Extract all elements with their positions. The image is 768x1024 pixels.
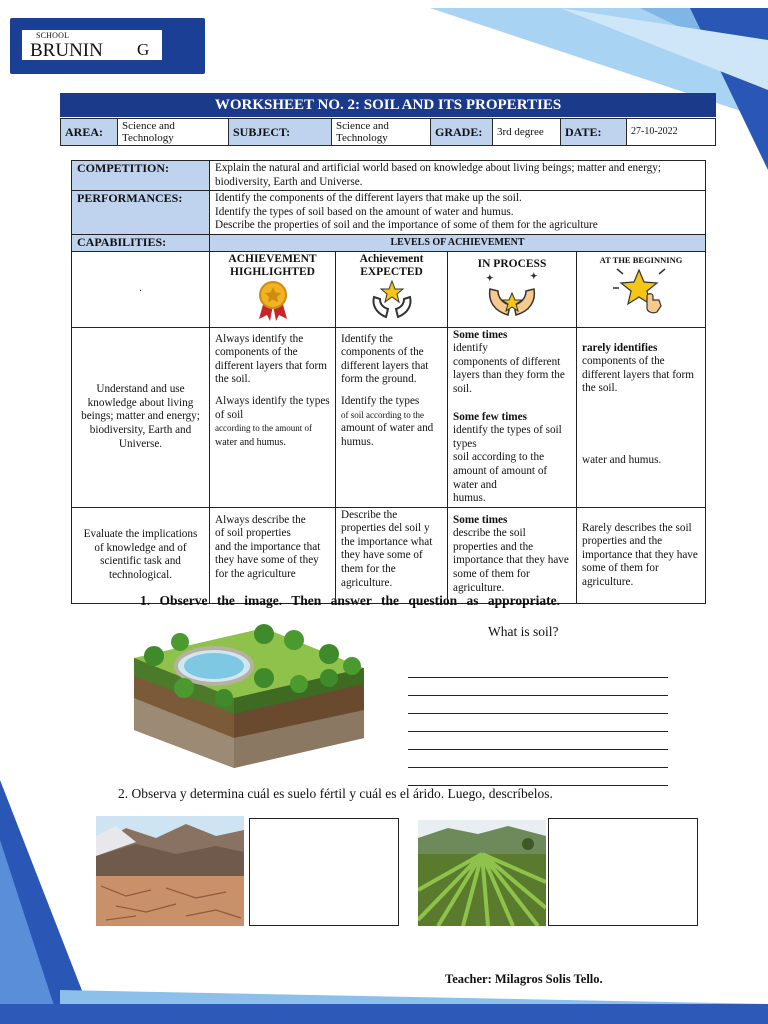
row2-process-b: describe the soil properties and the importance that they have some of them for agriculture. bbox=[453, 527, 569, 594]
subject-label: SUBJECT: bbox=[229, 119, 332, 145]
answer-line[interactable] bbox=[408, 714, 668, 732]
row2-highlighted-c: and the importance that they have some of they for the agriculture bbox=[215, 540, 321, 581]
level-beginning-label: AT THE BEGINNING bbox=[599, 254, 683, 265]
date-value: 27-10-2022 bbox=[631, 126, 678, 137]
worksheet-title: WORKSHEET NO. 2: SOIL AND ITS PROPERTIES bbox=[60, 93, 716, 117]
row1-expected-a: Identify the components of the different layers that form the ground. bbox=[341, 332, 429, 386]
arid-soil-image bbox=[96, 816, 244, 926]
row1-process-b1: Some few times bbox=[453, 410, 527, 423]
row1-expected-b2: of soil according to the bbox=[341, 409, 424, 420]
levels-header: LEVELS OF ACHIEVEMENT bbox=[210, 234, 706, 251]
row1-beginning-b: water and humus. bbox=[582, 453, 662, 466]
logo-school-text: SCHOOL bbox=[36, 31, 70, 40]
fertile-soil-image bbox=[418, 820, 546, 926]
capability-row2 bbox=[72, 507, 210, 603]
level-expected bbox=[336, 251, 448, 327]
instruction-2: 2. Observa y determina cuál es suelo fértil y cuál es el árido. Luego, descríbelos. bbox=[118, 786, 553, 801]
row1-highlighted-b3: water and humus. bbox=[215, 436, 286, 448]
logo-name-text: BRUNIN bbox=[30, 40, 103, 61]
row1-highlighted bbox=[210, 327, 336, 507]
row2-in-process bbox=[448, 507, 577, 603]
performance-item: Describe the properties of soil and the importance of some of them for the agriculture bbox=[215, 219, 598, 232]
capability-row2-a: Evaluate the implications bbox=[83, 528, 198, 540]
info-row bbox=[60, 118, 716, 146]
area-value: Science and Technology bbox=[118, 119, 229, 145]
logo-letter: G bbox=[137, 40, 150, 59]
competition-label: COMPETITION: bbox=[72, 161, 210, 191]
answer-line[interactable] bbox=[408, 732, 668, 750]
capabilities-label: CAPABILITIES: bbox=[72, 234, 210, 251]
capability-row2-b: of knowledge and of scientific task and technological. bbox=[94, 541, 187, 581]
instruction-1: 1. Observe the image. Then answer the question as appropriate. bbox=[140, 593, 561, 608]
star-touch-icon bbox=[613, 266, 669, 316]
row1-in-process bbox=[448, 327, 577, 507]
dot-cell: . bbox=[72, 251, 210, 327]
row2-highlighted-b: of soil properties bbox=[215, 527, 291, 540]
svg-text:✦: ✦ bbox=[530, 270, 538, 281]
performances-label: PERFORMANCES: bbox=[72, 191, 210, 235]
level-highlighted bbox=[210, 251, 336, 327]
subject-value: Science and Technology bbox=[332, 119, 431, 145]
medal-icon bbox=[255, 279, 291, 321]
answer-line[interactable] bbox=[408, 660, 668, 678]
row2-highlighted bbox=[210, 507, 336, 603]
capability-row1: Understand and use knowledge about living beings; matter and energy; biodiversity, Earth and Universe. bbox=[72, 327, 210, 507]
row1-highlighted-b1: Always identify the types of soil bbox=[215, 394, 330, 421]
row2-process-a: Some times bbox=[453, 513, 508, 526]
level-expected-label-b: EXPECTED bbox=[360, 265, 423, 278]
grade-label: GRADE: bbox=[431, 119, 493, 145]
answer-line[interactable] bbox=[408, 678, 668, 696]
fertile-soil-answer-box[interactable] bbox=[548, 818, 698, 926]
grade-value: 3rd degree bbox=[493, 119, 561, 145]
soil-layers-image bbox=[124, 618, 372, 778]
row1-process-a1: Some times bbox=[453, 328, 508, 341]
row1-expected bbox=[336, 327, 448, 507]
hands-star-icon bbox=[368, 279, 416, 319]
row1-process-b2: identify the types of soil types bbox=[453, 424, 562, 450]
row2-expected: Describe the properties del soil y the importance what they have some of them for the agriculture. bbox=[336, 507, 448, 603]
teacher-name: Teacher: Milagros Solis Tello. bbox=[445, 972, 603, 986]
level-expected-label-a: Achievement bbox=[359, 252, 424, 265]
answer-line[interactable] bbox=[408, 750, 668, 768]
hands-stars-icon bbox=[482, 271, 542, 317]
question-what-is-soil: What is soil? bbox=[488, 624, 559, 639]
row1-beginning-a2: components of the different layers that form the soil. bbox=[582, 355, 694, 395]
level-beginning bbox=[577, 251, 706, 327]
row1-process-a2: identify bbox=[453, 342, 488, 355]
row2-highlighted-a: Always describe the bbox=[215, 513, 306, 526]
level-in-process-label: IN PROCESS bbox=[477, 257, 547, 270]
row2-beginning: Rarely describes the soil properties and the importance that they have some of them for agriculture. bbox=[577, 507, 706, 603]
row1-process-b3: soil according to the amount of amount of water and bbox=[453, 451, 548, 491]
performance-item: Identify the components of the different layers that make up the soil. bbox=[215, 192, 522, 205]
date-label: DATE: bbox=[561, 119, 627, 145]
answer-line[interactable] bbox=[408, 696, 668, 714]
area-label: AREA: bbox=[61, 119, 118, 145]
row1-expected-b3: amount of water and humus. bbox=[341, 422, 434, 448]
achievement-table bbox=[71, 160, 706, 604]
arid-soil-answer-box[interactable] bbox=[249, 818, 399, 926]
row1-expected-b1: Identify the types bbox=[341, 394, 420, 407]
row1-beginning-a1: rarely identifies bbox=[582, 341, 658, 354]
row1-beginning bbox=[577, 327, 706, 507]
svg-text:✦: ✦ bbox=[486, 272, 494, 283]
answer-lines[interactable] bbox=[408, 660, 668, 786]
row1-process-a3: components of different layers than they form the soil. bbox=[453, 355, 565, 395]
performances-cell bbox=[210, 191, 706, 235]
row1-highlighted-a: Always identify the components of the different layers that form the soil. bbox=[215, 332, 327, 386]
performance-item: Identify the types of soil based on the amount of water and humus. bbox=[215, 205, 514, 218]
row1-process-b4: humus. bbox=[453, 492, 486, 505]
row1-highlighted-b2: according to the amount of bbox=[215, 423, 312, 434]
level-in-process bbox=[448, 251, 577, 327]
level-highlighted-label: ACHIEVEMENT HIGHLIGHTED bbox=[228, 252, 317, 278]
competition-text: Explain the natural and artificial world based on knowledge about living beings; matter and energy; biodiversity, Earth and Universe. bbox=[210, 161, 706, 191]
answer-line[interactable] bbox=[408, 768, 668, 786]
